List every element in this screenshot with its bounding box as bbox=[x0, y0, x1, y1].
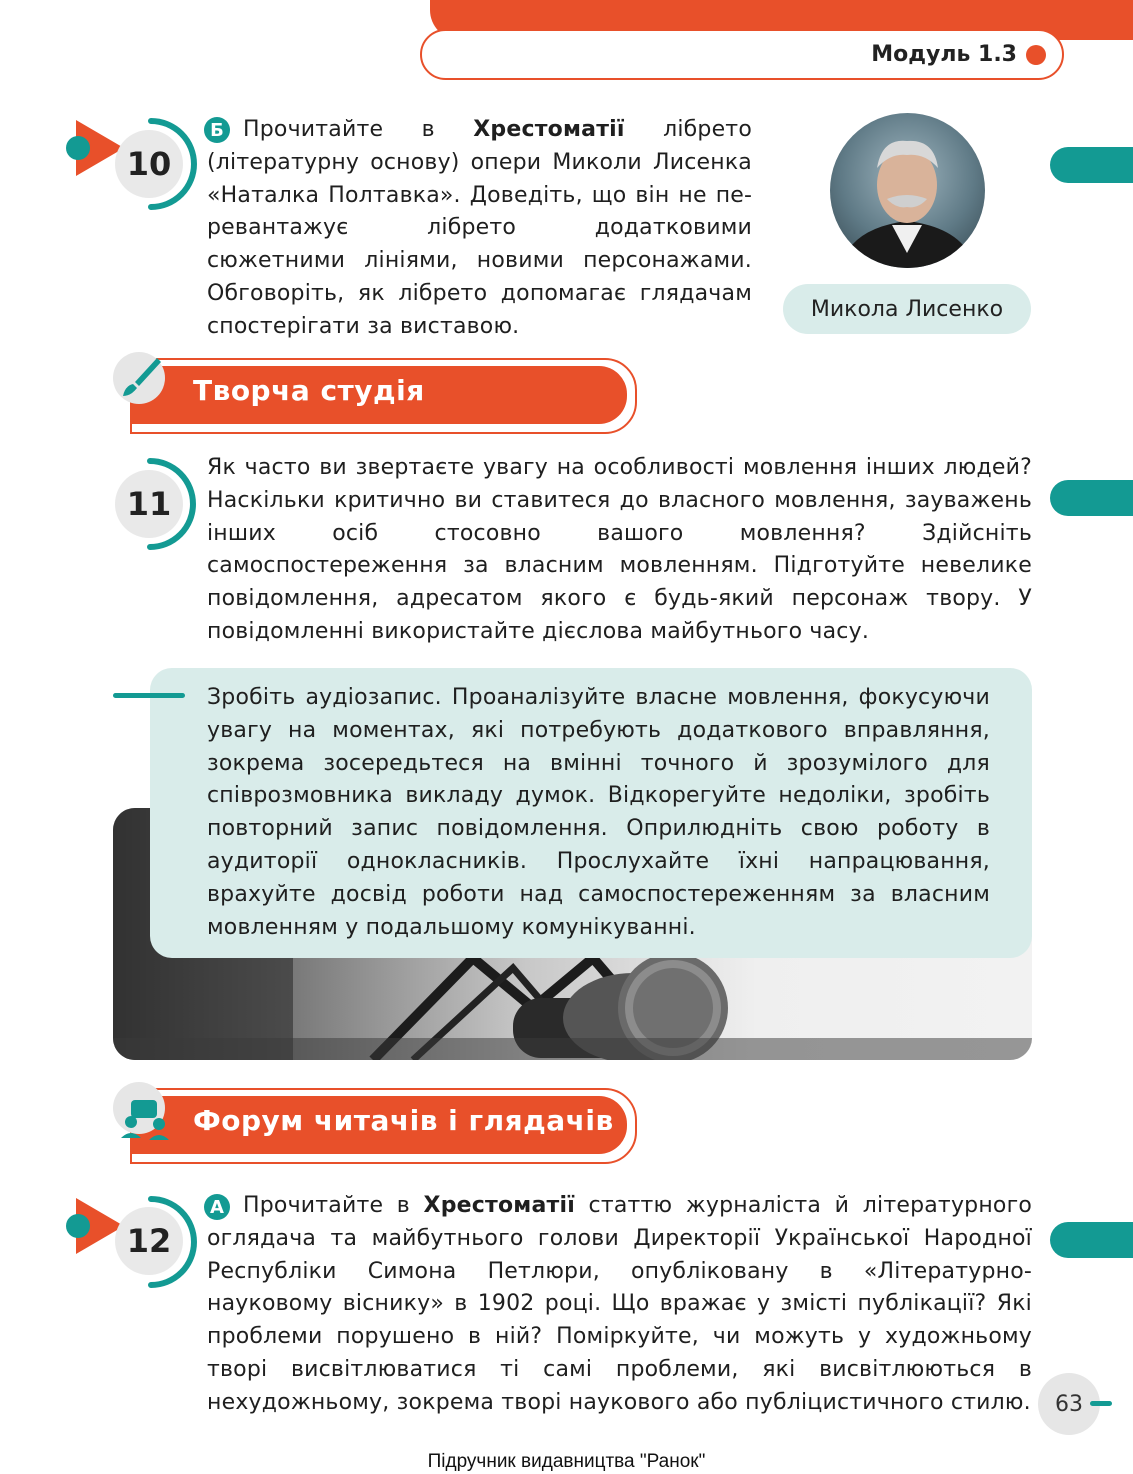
portrait-photo bbox=[830, 113, 985, 268]
task-11-text: Як часто ви звертаєте увагу на особливості мовлення інших людей? Наскільки критично ви ставитеся до власного мовлення, зауважень інших осіб стосовно вашого мовлення? Здійсніть самоспостереження за власним мовленням. Підготуйте невелике повідомлення, адресатом якого є будь-який персонаж твору. У повідомленні використайте дієслова майбутнього часу. bbox=[207, 455, 1032, 644]
footer-publisher: Підручник видавництва "Ранок" bbox=[427, 1451, 706, 1472]
task-number: 12 bbox=[115, 1207, 183, 1275]
portrait-caption: Микола Лисенко bbox=[783, 284, 1031, 334]
module-label: Модуль 1.3 bbox=[871, 42, 1017, 67]
task-letter-badge: А bbox=[204, 1194, 230, 1220]
page-dash-marker bbox=[1090, 1401, 1112, 1406]
side-tab-marker bbox=[1050, 480, 1133, 516]
task-12-text: Прочитайте в Хрестоматії статтю журналіста й літературного оглядача та майбутнього голови Директорії Української Народної Республіки Симона Петлюри, опубліковану в «Літературно-науковому віснику» в 1902 році. Що вражає у змісті публікації? Які проблеми порушено в ній? Поміркуйте, чи можуть у художньому творі висвітлюватися ті самі проблеми, які висвітлюються в нехудожньому, зокрема творі наукового або публіцистичного стилю. bbox=[207, 1193, 1032, 1415]
forum-icon bbox=[113, 1082, 165, 1134]
task-letter-badge: Б bbox=[204, 117, 230, 143]
info-box-text: Зробіть аудіозапис. Проаналізуйте власне мовлення, фокусуючи увагу на моментах, які потребують додаткового вправляння, зокрема зосередьтеся на вмінні точного й зрозумілого для співрозмовника викладу думок. Відкорегуйте недоліки, зробіть повторний запис повідомлення. Оприлюдніть свою роботу в аудиторії однокласників. Прослухайте їхні напрацювання, врахуйте досвід роботи над самоспостереженням за власним мовленням у подальшому комунікуванні. bbox=[207, 685, 990, 940]
task-number: 11 bbox=[115, 470, 183, 538]
brush-icon bbox=[113, 352, 165, 404]
box-dash-marker bbox=[113, 693, 185, 698]
side-tab-marker bbox=[1050, 147, 1133, 183]
section-title: Форум читачів і глядачів bbox=[193, 1104, 614, 1137]
module-dot-icon bbox=[1026, 45, 1046, 65]
side-tab-marker bbox=[1050, 1222, 1133, 1258]
task-number: 10 bbox=[115, 130, 183, 198]
page-number: 63 bbox=[1038, 1373, 1100, 1435]
task-10-text: Прочитайте в Хрестоматії лібрето (літературну основу) опери Миколи Лисенка «Наталка Полтавка». Доведіть, що він не перевантажує лібрето додатковими сюжетними лініями, новими персонажами. Обговоріть, як лібрето допомагає глядачам спостерігати за виставою. bbox=[207, 117, 752, 339]
section-title: Творча студія bbox=[193, 374, 425, 407]
